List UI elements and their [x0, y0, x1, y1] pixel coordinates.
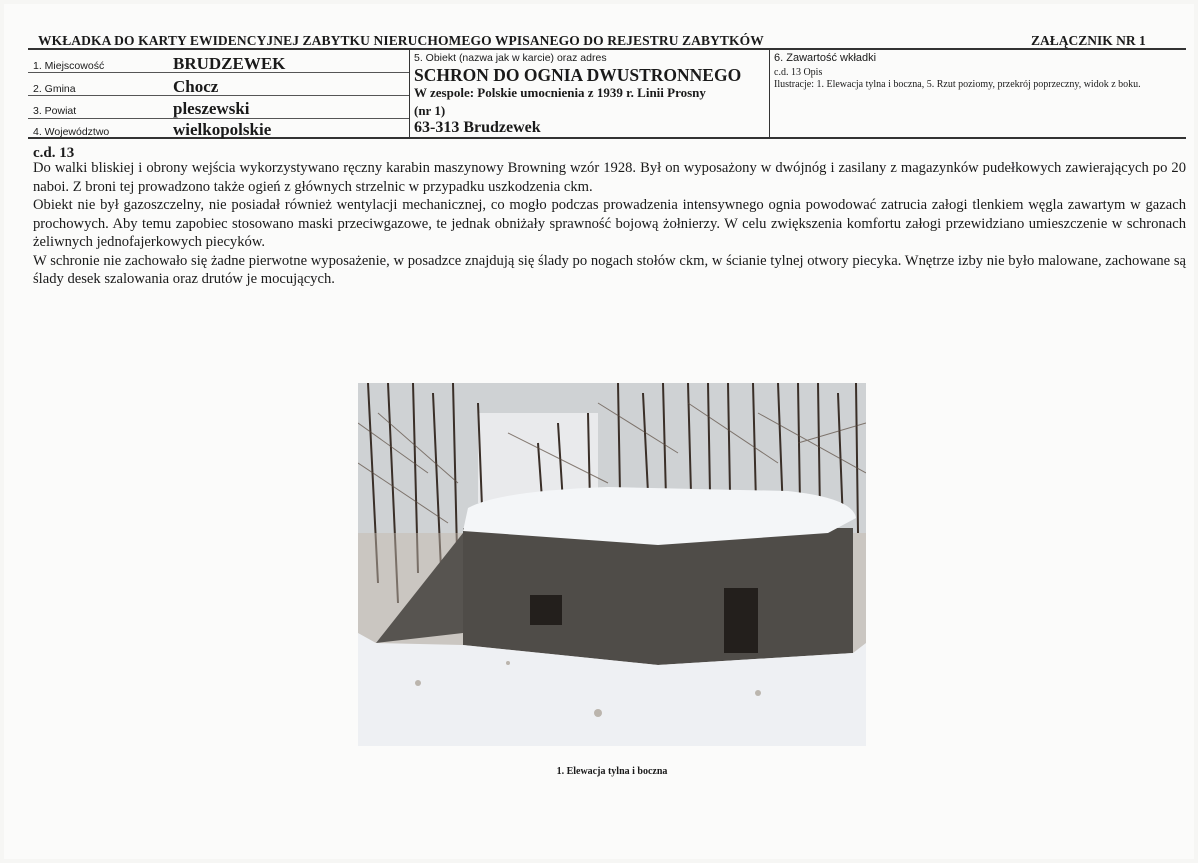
contents-label: 6. Zawartość wkładki [774, 52, 877, 64]
object-address: 63-313 Brudzewek [414, 119, 541, 136]
field-value-commune: Chocz [173, 77, 219, 96]
section-heading: c.d. 13 [33, 145, 75, 161]
attachment-number: ZAŁĄCZNIK NR 1 [1031, 33, 1146, 48]
column-divider [769, 48, 770, 138]
figure-caption: 1. Elewacja tylna i boczna [556, 766, 668, 777]
object-name: SCHRON DO OGNIA DWUSTRONNEGO [414, 65, 742, 85]
contents-illustrations: Ilustracje: 1. Elewacja tylna i boczna, 5. Rzut poziomy, przekrój poprzeczny, widok z boku. [774, 79, 1141, 90]
field-value-voivodeship: wielkopolskie [173, 120, 272, 139]
paragraph: Obiekt nie był gazoszczelny, nie posiadał również wentylacji mechanicznej, co mogło podczas prowadzenia intensywnego ognia powodować zatrucia załogi tlenkiem węgla zawartym w gazach prochowych. Aby temu zapobiec stosowano maski przeciwgazowe, te jednak obniżały sprawność bojową żołnierzy. W celu zwiększenia komfortu załogi przewidziano umieszczenie w schronach żeliwnych jednofajerkowych piecyków. [33, 197, 1186, 250]
bunker-photo [358, 383, 866, 746]
object-label: 5. Obiekt (nazwa jak w karcie) oraz adres [414, 52, 607, 64]
description-text [33, 159, 1186, 289]
field-label-county: 3. Powiat [33, 105, 77, 117]
row-divider [28, 95, 409, 96]
field-label-locality: 1. Miejscowość [33, 60, 105, 72]
field-value-county: pleszewski [173, 99, 250, 118]
field-label-commune: 2. Gmina [33, 83, 76, 95]
field-value-locality: BRUDZEWEK [173, 54, 286, 73]
document-title: WKŁADKA DO KARTY EWIDENCYJNEJ ZABYTKU NIERUCHOMEGO WPISANEGO DO REJESTRU ZABYTKÓW [38, 33, 764, 48]
table-top-rule [28, 48, 1186, 50]
paragraph: Do walki bliskiej i obrony wejścia wykorzystywano ręczny karabin maszynowy Browning wzór 1928. Był on wyposażony w dwójnóg i zasilany z magazynków pudełkowych zawierających po 20 naboi. Z broni tej prowadzono także ogień z głównych strzelnic w przypadku uszkodzenia ckm. [33, 160, 1186, 195]
object-ensemble-number: (nr 1) [414, 103, 446, 118]
contents-line1: c.d. 13 Opis [774, 67, 823, 78]
field-label-voivodeship: 4. Województwo [33, 126, 110, 138]
column-divider [409, 48, 410, 138]
paragraph: W schronie nie zachowało się żadne pierwotne wyposażenie, w posadzce znajdują się ślady po nogach stołów ckm, w ścianie tylnej otwory piecyka. Wnętrze izby nie było malowane, zachowane są ślady desek szalowania oraz drutów je mocujących. [33, 252, 1186, 287]
object-ensemble: W zespole: Polskie umocnienia z 1939 r. Linii Prosny [414, 85, 706, 100]
